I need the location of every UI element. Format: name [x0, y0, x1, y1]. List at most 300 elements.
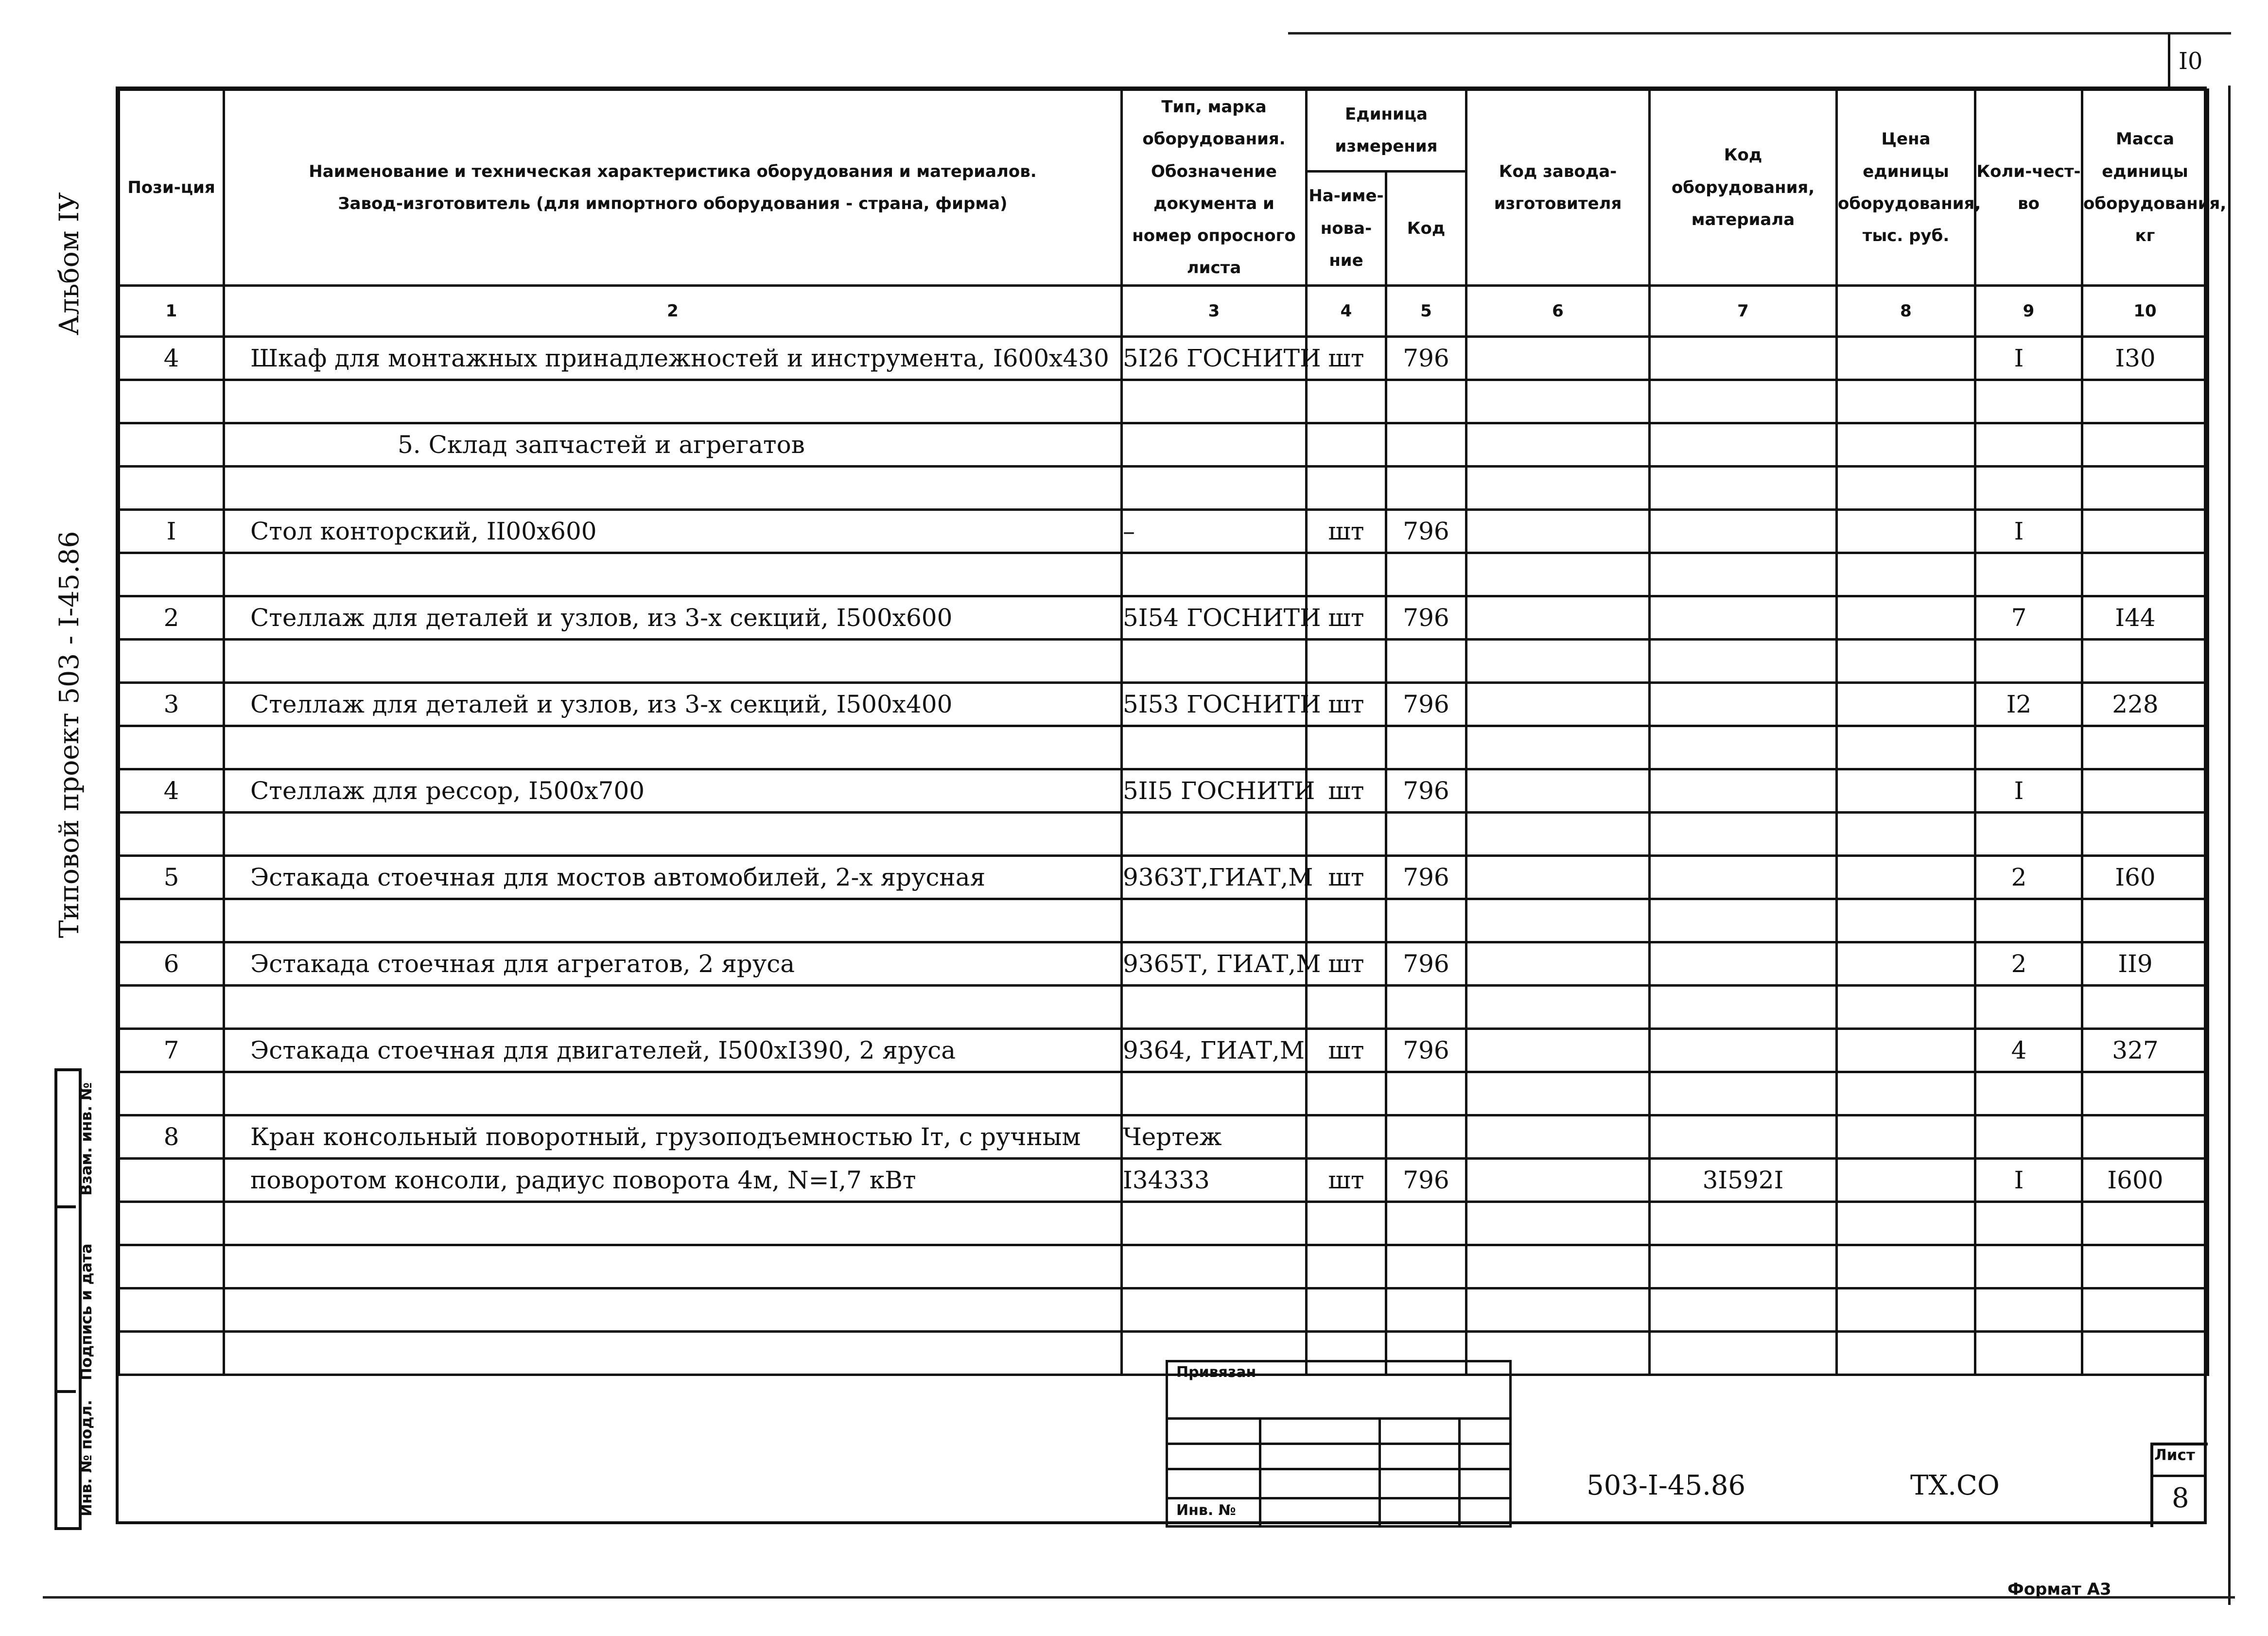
header-unit: Единица измерения — [1307, 90, 1466, 172]
table-row — [119, 1288, 2208, 1331]
plant-code-cell — [1466, 1245, 1650, 1288]
column-number-row — [119, 285, 2208, 336]
unit-cell: шт — [1307, 1158, 1386, 1201]
quantity-cell: I — [1975, 509, 2082, 553]
sheet-number: I0 — [2179, 48, 2203, 75]
mass-cell: 327 — [2082, 1028, 2208, 1072]
table-row — [119, 855, 2208, 899]
equipment-code-cell — [1650, 336, 1837, 380]
equipment-code-cell — [1650, 1072, 1837, 1115]
unit-code-cell — [1386, 639, 1466, 682]
type-cell: – — [1122, 509, 1307, 553]
table-row — [119, 942, 2208, 985]
unit-cell — [1307, 380, 1386, 423]
column-number: 4 — [1307, 285, 1386, 336]
price-cell — [1837, 1245, 1975, 1288]
unit-code-cell — [1386, 380, 1466, 423]
plant-code-cell — [1466, 1028, 1650, 1072]
attachment-label: Привязан — [1176, 1364, 1256, 1381]
header-position: Пози-ция — [119, 90, 224, 286]
name-cell: 5. Склад запчастей и агрегатов — [224, 423, 1122, 466]
quantity-cell: 2 — [1975, 942, 2082, 985]
unit-code-cell — [1386, 1072, 1466, 1115]
list-box-divider — [2150, 1475, 2205, 1477]
name-cell — [224, 726, 1122, 769]
plant-code-cell — [1466, 812, 1650, 855]
table-row — [119, 1331, 2208, 1375]
unit-code-cell — [1386, 812, 1466, 855]
mass-cell — [2082, 812, 2208, 855]
mass-cell — [2082, 553, 2208, 596]
unit-code-cell: 796 — [1386, 682, 1466, 726]
position-cell — [119, 1158, 224, 1201]
unit-cell: шт — [1307, 855, 1386, 899]
column-number: 6 — [1466, 285, 1650, 336]
position-cell — [119, 553, 224, 596]
unit-code-cell — [1386, 466, 1466, 509]
name-cell — [224, 1288, 1122, 1331]
header-name-line1: Наименование и техническая характеристика оборудования и материалов. — [309, 161, 1037, 181]
position-cell — [119, 985, 224, 1028]
mass-cell: I600 — [2082, 1158, 2208, 1201]
quantity-cell — [1975, 899, 2082, 942]
price-cell — [1837, 726, 1975, 769]
plant-code-cell — [1466, 985, 1650, 1028]
position-cell — [119, 1288, 224, 1331]
unit-code-cell — [1386, 1201, 1466, 1245]
plant-code-cell — [1466, 1115, 1650, 1158]
table-row — [119, 1158, 2208, 1201]
position-cell — [119, 380, 224, 423]
name-cell: Эстакада стоечная для двигателей, I500xI390, 2 яруса — [224, 1028, 1122, 1072]
mass-cell — [2082, 1331, 2208, 1375]
equipment-code-cell — [1650, 1245, 1837, 1288]
position-cell — [119, 812, 224, 855]
name-cell: Шкаф для монтажных принадлежностей и инструмента, I600x430 — [224, 336, 1122, 380]
plant-code-cell — [1466, 596, 1650, 639]
unit-cell: шт — [1307, 596, 1386, 639]
unit-cell — [1307, 726, 1386, 769]
mass-cell — [2082, 380, 2208, 423]
quantity-cell — [1975, 985, 2082, 1028]
unit-cell: шт — [1307, 769, 1386, 812]
price-cell — [1837, 336, 1975, 380]
plant-code-cell — [1466, 466, 1650, 509]
equipment-code-cell — [1650, 596, 1837, 639]
mass-cell: 228 — [2082, 682, 2208, 726]
name-cell: Стеллаж для деталей и узлов, из 3-х секций, I500x600 — [224, 596, 1122, 639]
header-unit-name: На-име-нова-ние — [1307, 171, 1386, 285]
price-cell — [1837, 639, 1975, 682]
position-cell: 4 — [119, 769, 224, 812]
unit-cell: шт — [1307, 336, 1386, 380]
list-label: Лист — [2154, 1446, 2195, 1464]
price-cell — [1837, 1115, 1975, 1158]
table-row — [119, 1115, 2208, 1158]
position-cell — [119, 726, 224, 769]
header-unit-code: Код — [1386, 171, 1466, 285]
price-cell — [1837, 899, 1975, 942]
type-cell: 9364, ГИАТ,М — [1122, 1028, 1307, 1072]
plant-code-cell — [1466, 769, 1650, 812]
format-label: Формат А3 — [2007, 1580, 2111, 1599]
equipment-code-cell — [1650, 985, 1837, 1028]
unit-code-cell — [1386, 553, 1466, 596]
price-cell — [1837, 942, 1975, 985]
price-cell — [1837, 466, 1975, 509]
plant-code-cell — [1466, 855, 1650, 899]
equipment-code-cell — [1650, 726, 1837, 769]
table-row — [119, 1201, 2208, 1245]
mass-cell: II9 — [2082, 942, 2208, 985]
name-cell: Стеллаж для рессор, I500x700 — [224, 769, 1122, 812]
table-row — [119, 985, 2208, 1028]
table-row — [119, 509, 2208, 553]
type-cell — [1122, 1288, 1307, 1331]
type-cell: 9365Т, ГИАТ,М — [1122, 942, 1307, 985]
album-label: Альбом IУ — [53, 192, 85, 335]
equipment-code-cell — [1650, 1201, 1837, 1245]
side-divider — [54, 1390, 76, 1393]
equipment-code-cell — [1650, 1288, 1837, 1331]
mass-cell — [2082, 1245, 2208, 1288]
price-cell — [1837, 509, 1975, 553]
name-cell — [224, 639, 1122, 682]
plant-code-cell — [1466, 1201, 1650, 1245]
header-plant-code: Код завода-изготовителя — [1466, 90, 1650, 286]
equipment-code-cell — [1650, 380, 1837, 423]
equipment-spec-table — [118, 88, 2227, 1376]
mass-cell: I60 — [2082, 855, 2208, 899]
unit-cell — [1307, 985, 1386, 1028]
mass-cell — [2082, 466, 2208, 509]
unit-code-cell — [1386, 726, 1466, 769]
type-cell — [1122, 380, 1307, 423]
table-row — [119, 812, 2208, 855]
price-cell — [1837, 985, 1975, 1028]
name-cell: Эстакада стоечная для мостов автомобилей, 2-х ярусная — [224, 855, 1122, 899]
table-row — [119, 769, 2208, 812]
type-cell — [1122, 423, 1307, 466]
mass-cell — [2082, 899, 2208, 942]
position-cell — [119, 1331, 224, 1375]
column-number: 2 — [224, 285, 1122, 336]
unit-code-cell: 796 — [1386, 855, 1466, 899]
unit-cell — [1307, 423, 1386, 466]
column-number: 1 — [119, 285, 224, 336]
plant-code-cell — [1466, 380, 1650, 423]
name-cell — [224, 985, 1122, 1028]
table-row — [119, 553, 2208, 596]
name-cell: Стеллаж для деталей и узлов, из 3-х секций, I500x400 — [224, 682, 1122, 726]
equipment-code-cell — [1650, 855, 1837, 899]
mass-cell — [2082, 985, 2208, 1028]
name-cell — [224, 1245, 1122, 1288]
position-cell: 3 — [119, 682, 224, 726]
price-cell — [1837, 596, 1975, 639]
inventory-label: Инв. № — [1176, 1502, 1236, 1519]
quantity-cell — [1975, 812, 2082, 855]
position-cell — [119, 1072, 224, 1115]
header-mass: Масса единицы оборудования, кг — [2082, 90, 2208, 286]
plant-code-cell — [1466, 553, 1650, 596]
unit-code-cell: 796 — [1386, 769, 1466, 812]
plant-code-cell — [1466, 423, 1650, 466]
table-row — [119, 639, 2208, 682]
name-cell: поворотом консоли, радиус поворота 4м, N=I,7 кВт — [224, 1158, 1122, 1201]
position-cell — [119, 1245, 224, 1288]
price-cell — [1837, 1158, 1975, 1201]
name-cell: Эстакада стоечная для агрегатов, 2 яруса — [224, 942, 1122, 985]
price-cell — [1837, 769, 1975, 812]
type-cell — [1122, 812, 1307, 855]
name-cell: Стол конторский, II00x600 — [224, 509, 1122, 553]
position-cell — [119, 1201, 224, 1245]
column-number: 5 — [1386, 285, 1466, 336]
type-cell — [1122, 985, 1307, 1028]
unit-cell: шт — [1307, 509, 1386, 553]
table-row — [119, 596, 2208, 639]
unit-code-cell: 796 — [1386, 1028, 1466, 1072]
price-cell — [1837, 682, 1975, 726]
column-number: 10 — [2082, 285, 2208, 336]
unit-cell: шт — [1307, 942, 1386, 985]
equipment-code-cell — [1650, 423, 1837, 466]
table-row — [119, 899, 2208, 942]
equipment-code-cell — [1650, 899, 1837, 942]
plant-code-cell — [1466, 509, 1650, 553]
mass-cell — [2082, 509, 2208, 553]
price-cell — [1837, 380, 1975, 423]
column-number: 3 — [1122, 285, 1307, 336]
header-type: Тип, марка оборудования. Обозначение документа и номер опросного листа — [1122, 90, 1307, 286]
plant-code-cell — [1466, 1288, 1650, 1331]
price-cell — [1837, 1072, 1975, 1115]
price-cell — [1837, 553, 1975, 596]
quantity-cell: I2 — [1975, 682, 2082, 726]
quantity-cell: 2 — [1975, 855, 2082, 899]
column-number: 9 — [1975, 285, 2082, 336]
mass-cell: I44 — [2082, 596, 2208, 639]
type-cell: 5I53 ГОСНИТИ — [1122, 682, 1307, 726]
document-mark: ТХ.СО — [1910, 1470, 2000, 1501]
quantity-cell — [1975, 639, 2082, 682]
unit-code-cell — [1386, 423, 1466, 466]
price-cell — [1837, 855, 1975, 899]
mass-cell — [2082, 1072, 2208, 1115]
name-cell — [224, 1201, 1122, 1245]
position-cell: 5 — [119, 855, 224, 899]
position-cell: 4 — [119, 336, 224, 380]
equipment-code-cell — [1650, 639, 1837, 682]
equipment-code-cell — [1650, 1331, 1837, 1375]
mass-cell — [2082, 1201, 2208, 1245]
unit-code-cell — [1386, 1115, 1466, 1158]
unit-code-cell — [1386, 1245, 1466, 1288]
price-cell — [1837, 1288, 1975, 1331]
position-cell — [119, 899, 224, 942]
header-equipment-code: Код оборудования, материала — [1650, 90, 1837, 286]
header-row — [119, 90, 2208, 172]
quantity-cell: 7 — [1975, 596, 2082, 639]
quantity-cell — [1975, 1072, 2082, 1115]
quantity-cell — [1975, 466, 2082, 509]
type-cell: I34333 — [1122, 1158, 1307, 1201]
table-row — [119, 726, 2208, 769]
unit-cell — [1307, 1072, 1386, 1115]
mass-cell: I30 — [2082, 336, 2208, 380]
side-label-signature-date: Подпись и дата — [78, 1243, 95, 1380]
type-cell — [1122, 1072, 1307, 1115]
list-number: 8 — [2172, 1482, 2189, 1514]
plant-code-cell — [1466, 942, 1650, 985]
mass-cell — [2082, 639, 2208, 682]
table-row — [119, 380, 2208, 423]
table-row — [119, 1072, 2208, 1115]
position-cell: I — [119, 509, 224, 553]
type-cell — [1122, 553, 1307, 596]
table-row — [119, 423, 2208, 466]
project-label: Типовой проект 503 - I-45.86 — [53, 531, 85, 938]
price-cell — [1837, 1331, 1975, 1375]
plant-code-cell — [1466, 726, 1650, 769]
top-border-line — [1288, 32, 2231, 35]
header-quantity: Коли-чест-во — [1975, 90, 2082, 286]
plant-code-cell — [1466, 682, 1650, 726]
quantity-cell: I — [1975, 769, 2082, 812]
unit-cell — [1307, 466, 1386, 509]
stamp-divider — [1259, 1417, 1261, 1527]
price-cell — [1837, 1201, 1975, 1245]
side-divider — [54, 1205, 76, 1208]
equipment-code-cell — [1650, 466, 1837, 509]
unit-code-cell: 796 — [1386, 942, 1466, 985]
quantity-cell — [1975, 553, 2082, 596]
mass-cell — [2082, 1288, 2208, 1331]
unit-cell — [1307, 1115, 1386, 1158]
name-cell — [224, 380, 1122, 423]
equipment-code-cell — [1650, 769, 1837, 812]
unit-cell — [1307, 639, 1386, 682]
equipment-code-cell — [1650, 942, 1837, 985]
header-name — [224, 90, 1122, 286]
name-cell — [224, 1331, 1122, 1375]
table-row — [119, 466, 2208, 509]
side-label-inventory-replaced: Взам. инв. № — [78, 1082, 95, 1196]
equipment-code-cell — [1650, 509, 1837, 553]
type-cell: Чертеж — [1122, 1115, 1307, 1158]
quantity-cell — [1975, 1288, 2082, 1331]
equipment-code-cell — [1650, 1115, 1837, 1158]
equipment-code-cell: 3I592I — [1650, 1158, 1837, 1201]
table-row — [119, 336, 2208, 380]
unit-cell — [1307, 899, 1386, 942]
type-cell — [1122, 1201, 1307, 1245]
type-cell: 9363Т,ГИАТ,М — [1122, 855, 1307, 899]
type-cell: 5I54 ГОСНИТИ — [1122, 596, 1307, 639]
quantity-cell — [1975, 1115, 2082, 1158]
quantity-cell: I — [1975, 1158, 2082, 1201]
unit-cell: шт — [1307, 1028, 1386, 1072]
position-cell: 2 — [119, 596, 224, 639]
plant-code-cell — [1466, 1072, 1650, 1115]
table-row — [119, 1245, 2208, 1288]
quantity-cell — [1975, 423, 2082, 466]
name-cell — [224, 1072, 1122, 1115]
header-price: Цена единицы оборудования, тыс. руб. — [1837, 90, 1975, 286]
unit-code-cell: 796 — [1386, 596, 1466, 639]
type-cell — [1122, 466, 1307, 509]
stamp-divider — [1378, 1417, 1381, 1527]
column-number: 8 — [1837, 285, 1975, 336]
quantity-cell — [1975, 1201, 2082, 1245]
unit-code-cell: 796 — [1386, 509, 1466, 553]
document-code: 503-I-45.86 — [1587, 1470, 1746, 1501]
unit-cell — [1307, 553, 1386, 596]
table-row — [119, 1028, 2208, 1072]
column-number: 7 — [1650, 285, 1837, 336]
unit-cell — [1307, 1245, 1386, 1288]
name-cell: Кран консольный поворотный, грузоподъемностью Iт, с ручным — [224, 1115, 1122, 1158]
quantity-cell — [1975, 1331, 2082, 1375]
price-cell — [1837, 423, 1975, 466]
name-cell — [224, 899, 1122, 942]
equipment-code-cell — [1650, 1028, 1837, 1072]
unit-cell — [1307, 1288, 1386, 1331]
type-cell — [1122, 726, 1307, 769]
equipment-code-cell — [1650, 812, 1837, 855]
position-cell — [119, 423, 224, 466]
quantity-cell: I — [1975, 336, 2082, 380]
equipment-code-cell — [1650, 682, 1837, 726]
plant-code-cell — [1466, 336, 1650, 380]
type-cell — [1122, 1245, 1307, 1288]
plant-code-cell — [1466, 1158, 1650, 1201]
unit-code-cell — [1386, 899, 1466, 942]
position-cell: 6 — [119, 942, 224, 985]
quantity-cell: 4 — [1975, 1028, 2082, 1072]
right-border-line — [2228, 86, 2231, 1605]
position-cell: 8 — [119, 1115, 224, 1158]
unit-code-cell: 796 — [1386, 1158, 1466, 1201]
quantity-cell — [1975, 1245, 2082, 1288]
bottom-border-line — [43, 1596, 2235, 1599]
position-cell — [119, 639, 224, 682]
unit-code-cell: 796 — [1386, 336, 1466, 380]
unit-cell — [1307, 812, 1386, 855]
mass-cell — [2082, 726, 2208, 769]
unit-code-cell — [1386, 1288, 1466, 1331]
mass-cell — [2082, 1115, 2208, 1158]
type-cell: 5II5 ГОСНИТИ — [1122, 769, 1307, 812]
type-cell — [1122, 899, 1307, 942]
quantity-cell — [1975, 380, 2082, 423]
price-cell — [1837, 812, 1975, 855]
type-cell — [1122, 639, 1307, 682]
header-name-line2: Завод-изготовитель (для импортного оборудования - страна, фирма) — [338, 193, 1008, 213]
price-cell — [1837, 1028, 1975, 1072]
mass-cell — [2082, 769, 2208, 812]
plant-code-cell — [1466, 639, 1650, 682]
quantity-cell — [1975, 726, 2082, 769]
unit-cell: шт — [1307, 682, 1386, 726]
position-cell — [119, 466, 224, 509]
name-cell — [224, 553, 1122, 596]
type-cell: 5I26 ГОСНИТИ — [1122, 336, 1307, 380]
position-cell: 7 — [119, 1028, 224, 1072]
unit-cell — [1307, 1201, 1386, 1245]
table-row — [119, 682, 2208, 726]
